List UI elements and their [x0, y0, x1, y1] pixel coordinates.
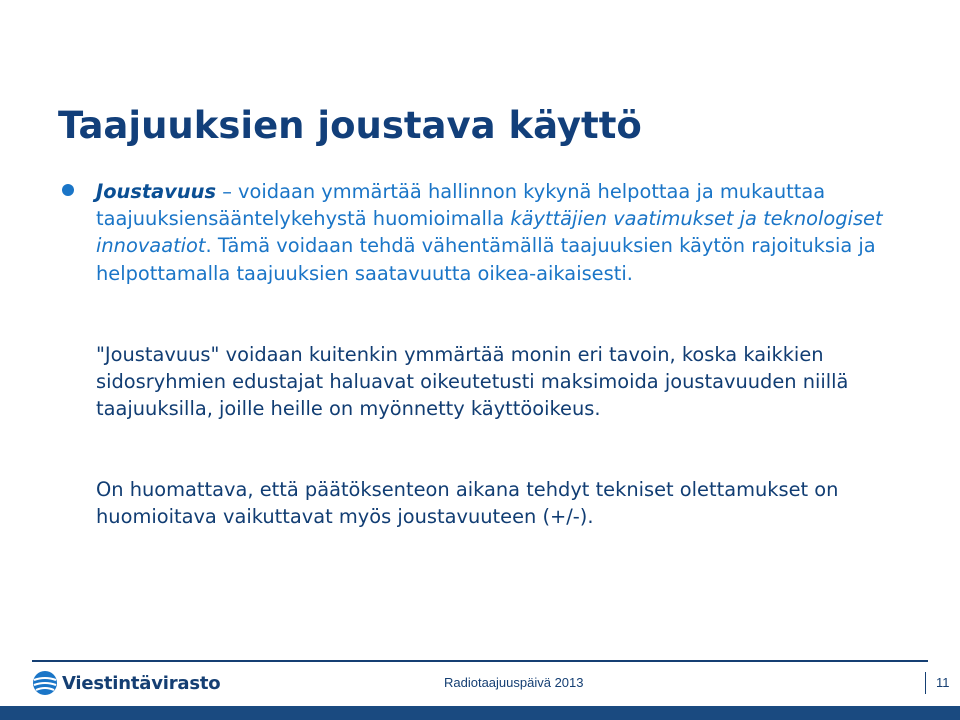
bullet-text-italic: käyttäjien vaatimukset ja teknologiset innovaatiot: [96, 207, 883, 258]
viestintavirasto-logo: [32, 669, 220, 697]
slide-title: Taajuuksien joustava käyttö: [58, 104, 642, 147]
bullet-text-rest: . Tämä voidaan tehdä vähentämällä taajuuksien käytön rajoituksia ja helpottamalla taajuuksien saatavuutta oikea-aikaisesti.: [96, 234, 876, 285]
bullet-term: Joustavuus: [96, 180, 217, 203]
bullet-paragraph: [96, 178, 916, 287]
page-number: 11: [936, 675, 950, 690]
footer-bottom-bar: [0, 706, 960, 720]
globe-logo-icon: [32, 670, 58, 696]
paragraph-technical-assumptions: On huomattava, että päätöksenteon aikana tehdyt tekniset olettamukset on huomioitava vaikuttavat myös joustavuuteen (+/-).: [96, 478, 839, 529]
footer-event-name: Radiotaajuuspäivä 2013: [444, 675, 584, 690]
bullet-icon: [62, 184, 74, 196]
paragraph-flexibility-interpretation: "Joustavuus" voidaan kuitenkin ymmärtää monin eri tavoin, koska kaikkien sidosryhmien edustajat haluavat oikeutetusti maksimoida joustavuuden niillä taajuuksilla, joille heille on myönnetty käyttöoikeus.: [96, 343, 849, 421]
logo-text: Viestintävirasto: [62, 672, 221, 694]
footer-rule: [32, 660, 928, 662]
footer-divider: [925, 672, 926, 694]
bullet-text-intro: – voidaan ymmärtää hallinnon kykynä helpottaa ja mukauttaa taajuuksiensääntelykehystä huomioimalla: [96, 180, 826, 231]
